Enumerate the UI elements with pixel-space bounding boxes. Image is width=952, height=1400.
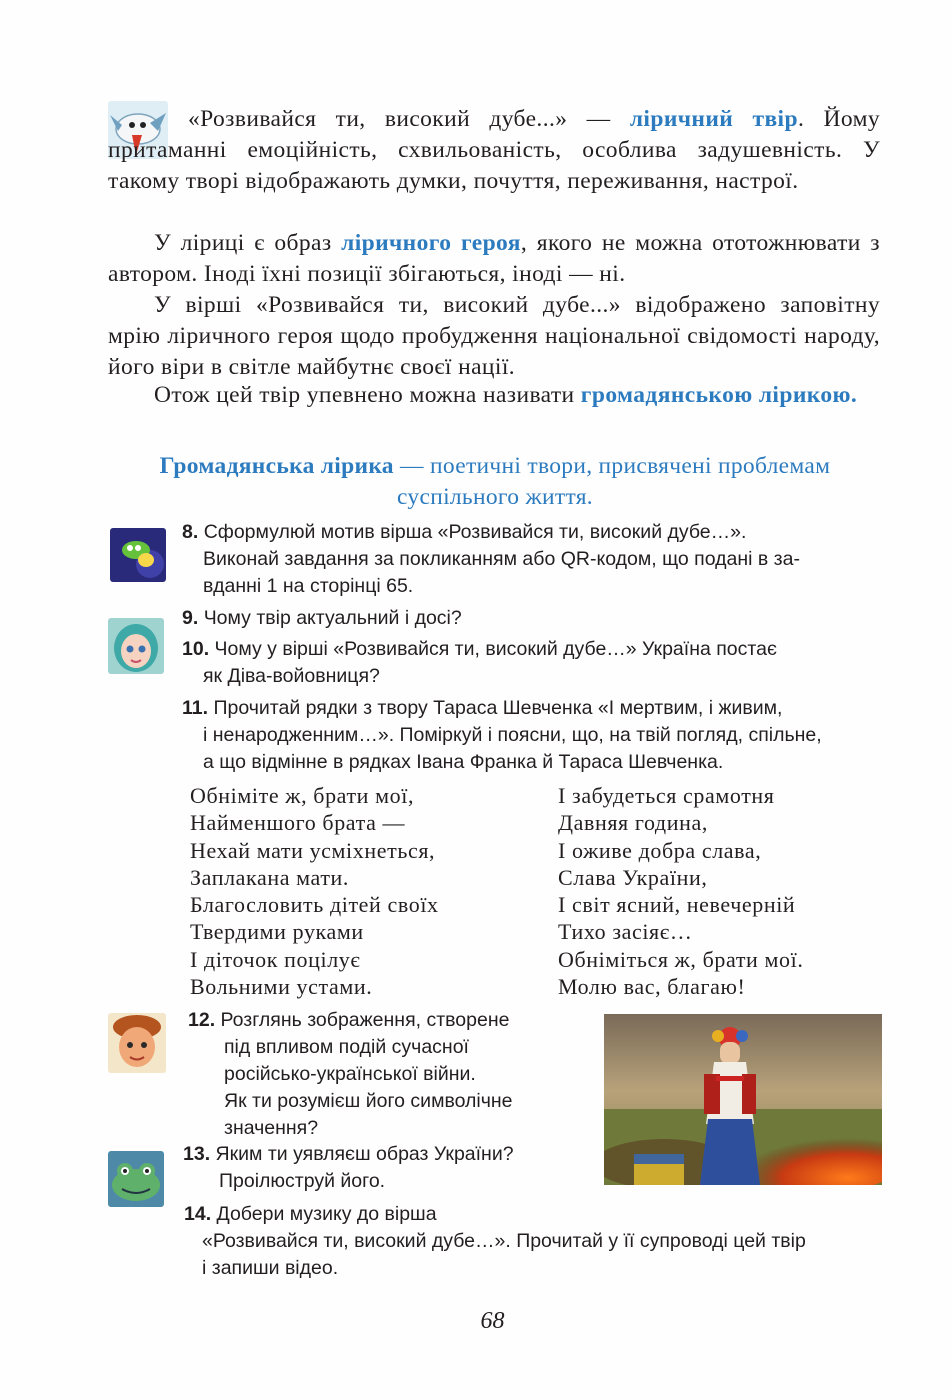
term-civic-lyrics: громадянською лірикою. bbox=[580, 382, 858, 408]
task-10: 10. Чому у вірші «Розвивайся ти, високий дубе…» Україна постає як Діва-войовниця? bbox=[182, 638, 777, 687]
definition-term: Громадянська лірика bbox=[159, 453, 394, 479]
task-14: 14. Добери музику до вірша «Розвивайся ти, високий дубе…». Прочитай у її супроводі цей твір і запиши відео. bbox=[184, 1203, 806, 1279]
task-8: 8. Сформулюй мотив вірша «Розвивайся ти, високий дубе…». Виконай завдання за покликанням або QR-кодом, що подані в за- вданні 1 на сторінці 65. bbox=[182, 521, 800, 597]
poem-line: Заплакана мати. bbox=[190, 864, 350, 890]
definition bbox=[130, 451, 860, 513]
intro-paragraph-1: «Розвивайся ти, високий дубе...» — ліричний твір. Йому притаманні емоційність, схвильованість, особлива задушевність. У такому творі відображають думки, почуття, переживання, настрої. bbox=[108, 106, 880, 194]
poem-line: Нехай мати усміхнеться, bbox=[190, 837, 436, 863]
poem-line: Благословить дітей своїх bbox=[190, 892, 439, 918]
poem-line: Найменшого брата — bbox=[190, 810, 406, 836]
poem-right-column bbox=[558, 782, 803, 1000]
task-13: 13. Яким ти уявляєш образ України? Проілюструй його. bbox=[183, 1143, 514, 1192]
intro-paragraph-3: У вірші «Розвивайся ти, високий дубе...» відображено заповітну мрію ліричного героя щодо пробудження національної свідомості народу, його віри в світле майбутнє своєї нації. bbox=[108, 292, 880, 380]
term-lyrical-work: ліричний твір bbox=[629, 106, 798, 132]
poem-line: І оживе добра слава, bbox=[558, 837, 762, 863]
intro-paragraph-4: Отож цей твір упевнено можна називати громадянською лірикою. bbox=[154, 382, 858, 408]
poem-line: Тихо засіяє… bbox=[558, 919, 693, 945]
poem-line: Обніміте ж, брати мої, bbox=[190, 783, 415, 808]
poem-line: Обніміться ж, брати мої. bbox=[558, 946, 804, 972]
intro-paragraph-2: У ліриці є образ ліричного героя, якого не можна ототожнювати з автором. Іноді їхні позиції збігаються, іноді — ні. bbox=[108, 230, 880, 287]
war-illustration bbox=[604, 1014, 882, 1185]
poem-line: Слава України, bbox=[558, 864, 708, 890]
fairy-girl-icon bbox=[108, 618, 164, 674]
poem-left-column bbox=[190, 782, 439, 1000]
poem-line: І діточок поцілує bbox=[190, 946, 361, 972]
frog-icon bbox=[108, 1151, 164, 1207]
poem-line: І світ ясний, невечерній bbox=[558, 892, 796, 918]
poem-line: Давняя година, bbox=[558, 810, 708, 836]
task-11: 11. Прочитай рядки з твору Тараса Шевченка «І мертвим, і живим, і ненародженним…». Поміркуй і поясни, що, на твій погляд, спільне, а що відмінне в рядках Івана Франка й Тараса Шевченка. bbox=[182, 697, 822, 773]
task-9: 9. Чому твір актуальний і досі? bbox=[182, 607, 462, 629]
term-lyrical-hero: ліричного героя bbox=[341, 230, 521, 256]
task-12: 12. Розглянь зображення, створене під впливом подій сучасної російсько-української війни. Як ти розумієш його символічне значення? bbox=[188, 1009, 513, 1139]
page-number: 68 bbox=[480, 1308, 505, 1334]
poem-line: Вольними устами. bbox=[190, 974, 373, 1000]
poem-line: Молю вас, благаю! bbox=[558, 974, 746, 1000]
boy-icon bbox=[108, 1013, 166, 1073]
poem-line: Твердими руками bbox=[190, 919, 364, 945]
poem-line: І забудеться срамотня bbox=[558, 783, 775, 808]
definition-text: — поетичні твори, присвячені проблемам суспільного життя. bbox=[393, 453, 831, 510]
firefly-icon bbox=[110, 528, 166, 582]
